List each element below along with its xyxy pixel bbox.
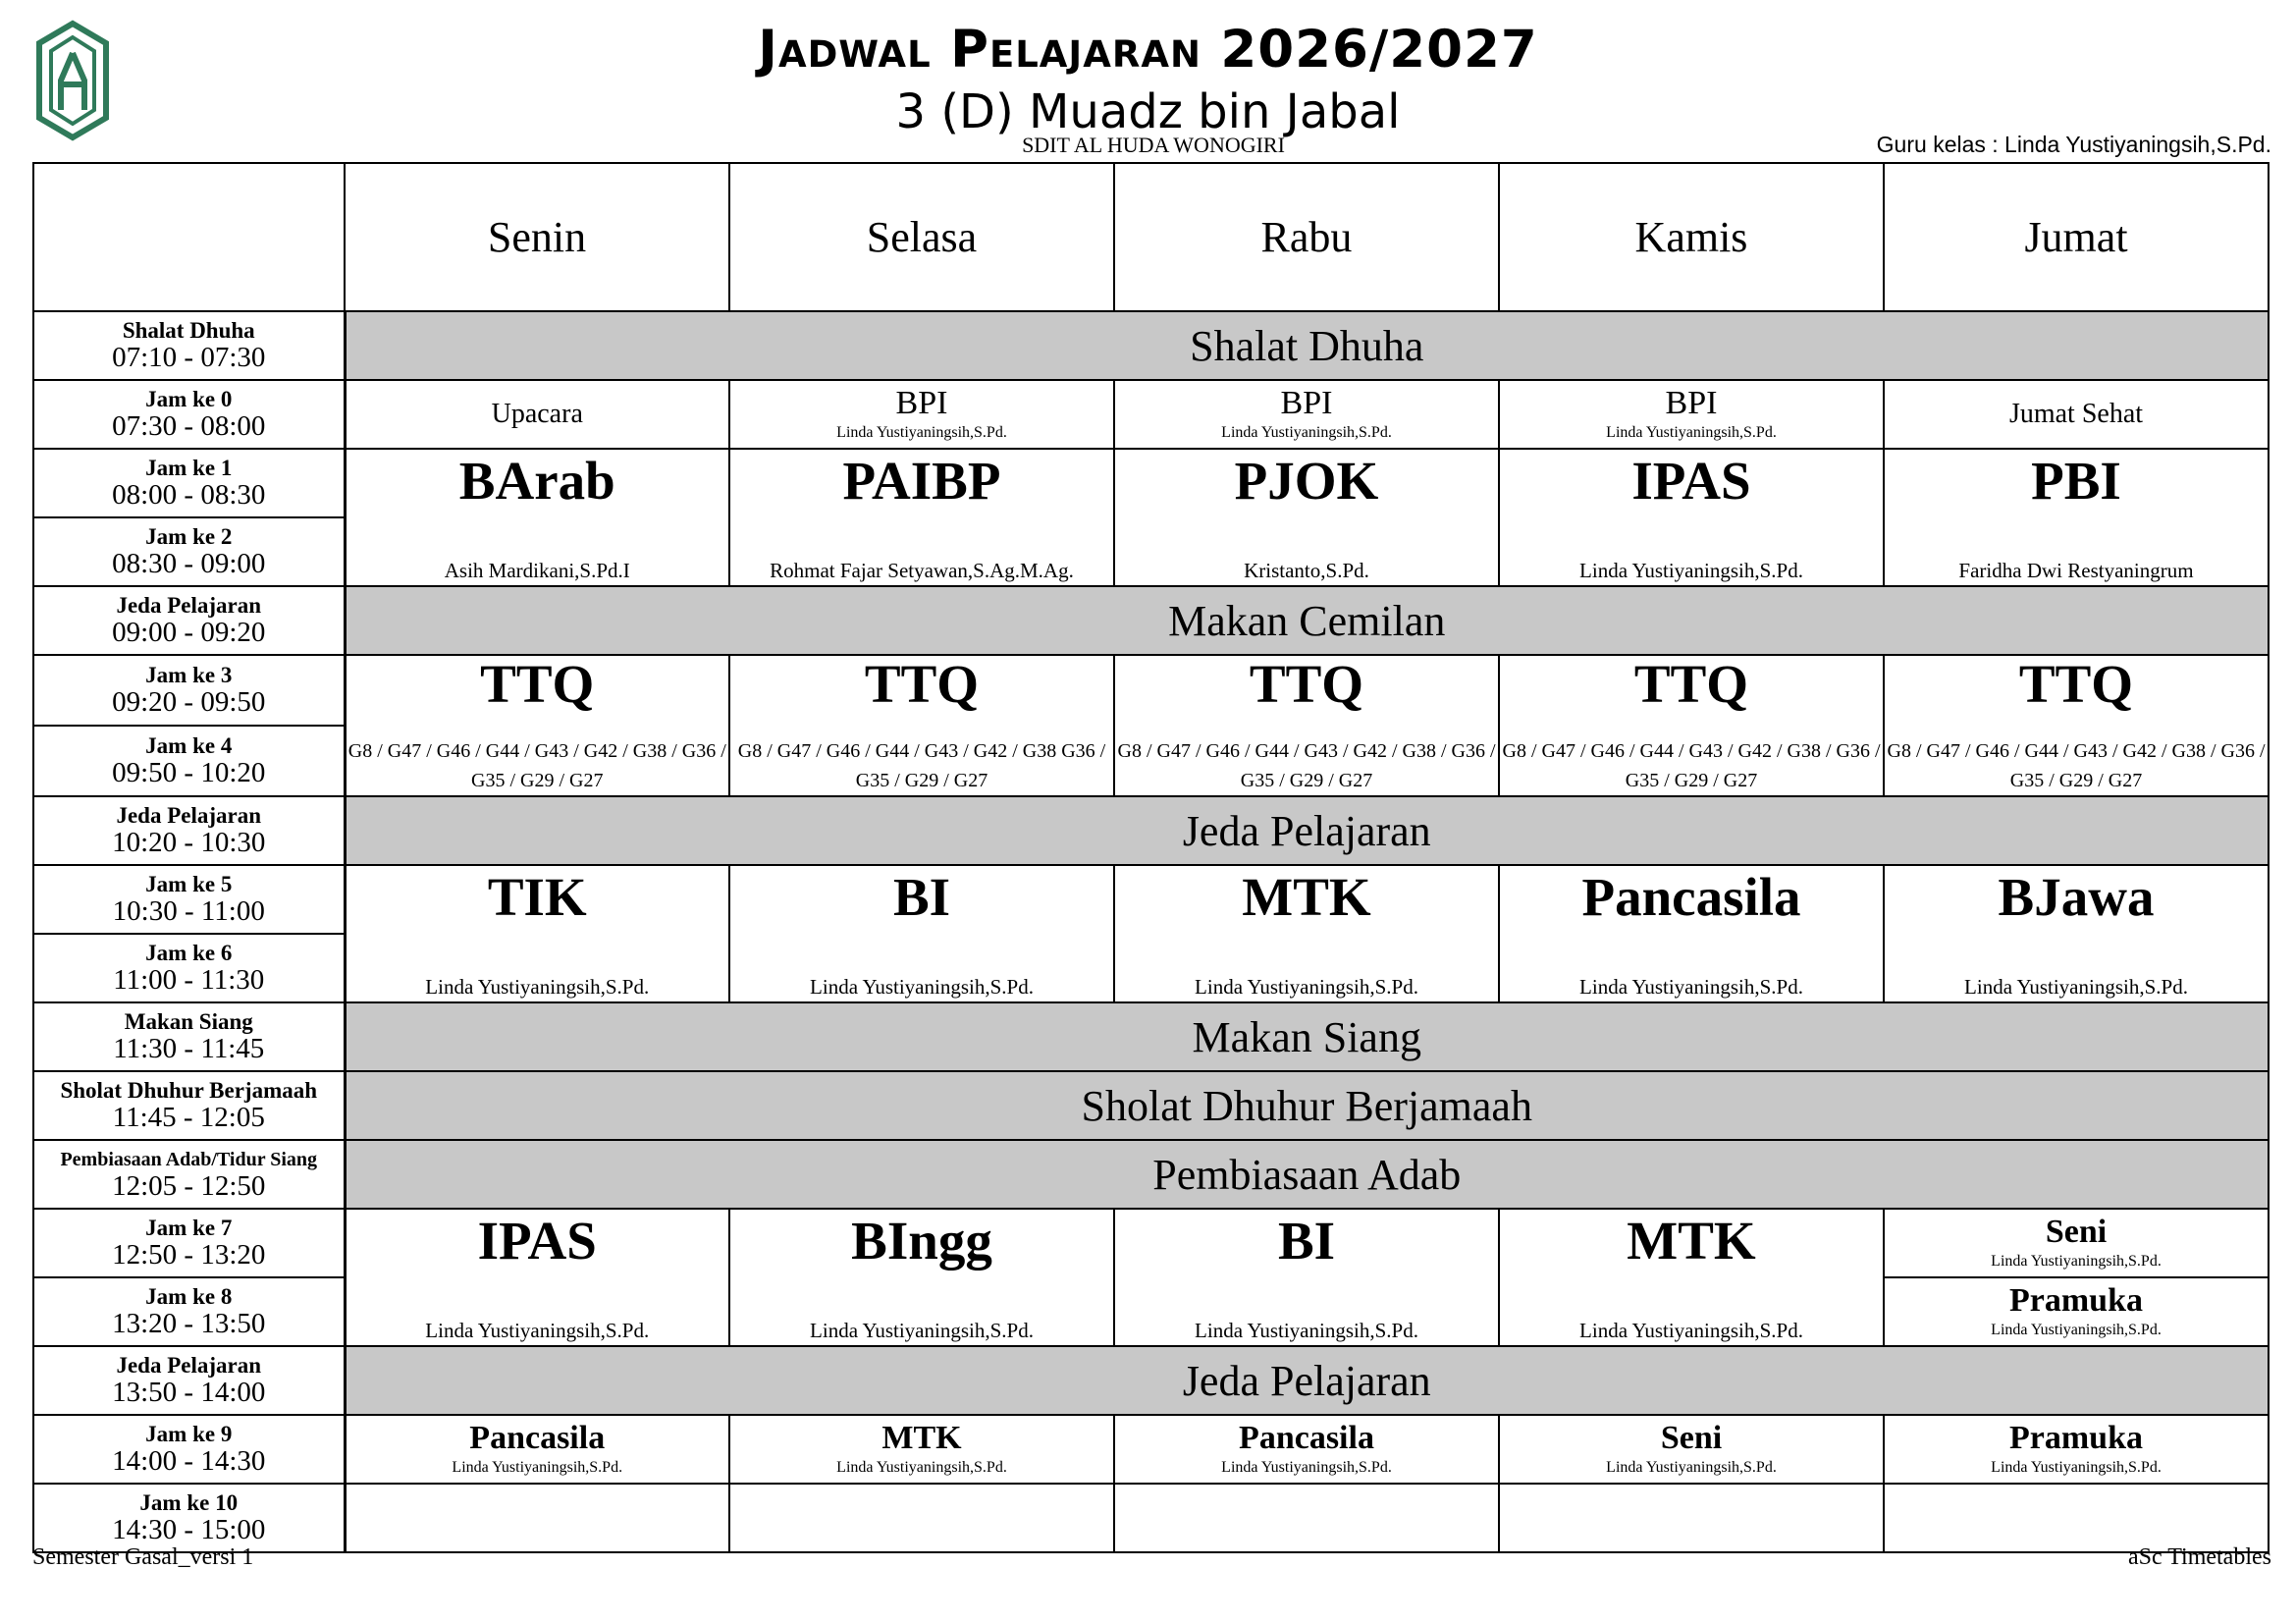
- table-row: [33, 655, 2269, 726]
- page-title: Jadwal Pelajaran 2026/2027: [758, 20, 1538, 80]
- period-label: Makan Siang 11:30 - 11:45: [33, 1002, 345, 1071]
- period-label: Pembiasaan Adab/Tidur Siang 12:05 - 12:50: [33, 1140, 345, 1209]
- lesson-cell-empty: [1499, 1484, 1884, 1552]
- break-dhuhur: Sholat Dhuhur Berjamaah: [345, 1071, 2269, 1140]
- lesson-cell: IPAS Linda Yustiyaningsih,S.Pd.: [345, 1209, 729, 1346]
- lesson-cell-empty: [345, 1484, 729, 1552]
- lesson-cell: Jumat Sehat: [1884, 380, 2269, 449]
- day-header-senin: Senin: [345, 163, 729, 311]
- period-label: Jam ke 1 08:00 - 08:30: [33, 449, 345, 517]
- lesson-cell: BIngg Linda Yustiyaningsih,S.Pd.: [729, 1209, 1114, 1346]
- period-label: Jeda Pelajaran 09:00 - 09:20: [33, 586, 345, 655]
- period-label: Sholat Dhuhur Berjamaah 11:45 - 12:05: [33, 1071, 345, 1140]
- table-row: [33, 1071, 2269, 1140]
- period-label: Jam ke 4 09:50 - 10:20: [33, 726, 345, 796]
- period-label: Shalat Dhuha 07:10 - 07:30: [33, 311, 345, 380]
- lesson-cell: Pramuka Linda Yustiyaningsih,S.Pd.: [1884, 1277, 2269, 1346]
- lesson-cell-empty: [729, 1484, 1114, 1552]
- lesson-cell: BJawa Linda Yustiyaningsih,S.Pd.: [1884, 865, 2269, 1002]
- class-name: 3 (D) Muadz bin Jabal: [895, 84, 1401, 139]
- break-snack: Makan Cemilan: [345, 586, 2269, 655]
- table-row: [33, 380, 2269, 449]
- table-row: [33, 449, 2269, 517]
- table-row: [33, 586, 2269, 655]
- period-label: Jam ke 8 13:20 - 13:50: [33, 1277, 345, 1346]
- period-label: Jam ke 5 10:30 - 11:00: [33, 865, 345, 934]
- lesson-cell: Pancasila Linda Yustiyaningsih,S.Pd.: [1114, 1415, 1499, 1484]
- period-label: Jam ke 3 09:20 - 09:50: [33, 655, 345, 726]
- lesson-cell: BPI Linda Yustiyaningsih,S.Pd.: [729, 380, 1114, 449]
- lesson-cell: PJOK Kristanto,S.Pd.: [1114, 449, 1499, 586]
- lesson-cell: MTK Linda Yustiyaningsih,S.Pd.: [1499, 1209, 1884, 1346]
- day-header-selasa: Selasa: [729, 163, 1114, 311]
- homeroom-teacher: Guru kelas : Linda Yustiyaningsih,S.Pd.: [1876, 132, 2271, 157]
- period-label: Jeda Pelajaran 13:50 - 14:00: [33, 1346, 345, 1415]
- lesson-cell: TIK Linda Yustiyaningsih,S.Pd.: [345, 865, 729, 1002]
- lesson-cell: BPI Linda Yustiyaningsih,S.Pd.: [1499, 380, 1884, 449]
- table-row: [33, 1415, 2269, 1484]
- period-label: Jam ke 10 14:30 - 15:00: [33, 1484, 345, 1552]
- table-row: [33, 1346, 2269, 1415]
- table-row: [33, 865, 2269, 934]
- lesson-cell: Pramuka Linda Yustiyaningsih,S.Pd.: [1884, 1415, 2269, 1484]
- table-row: [33, 1484, 2269, 1552]
- period-label: Jam ke 9 14:00 - 14:30: [33, 1415, 345, 1484]
- day-header-kamis: Kamis: [1499, 163, 1884, 311]
- day-header-row: [33, 163, 2269, 311]
- lesson-cell: MTK Linda Yustiyaningsih,S.Pd.: [1114, 865, 1499, 1002]
- lesson-cell: TTQ G8 / G47 / G46 / G44 / G43 / G42 / G38 G36 / G35 / G29 / G27: [729, 655, 1114, 796]
- footer-generator: aSc Timetables: [2127, 1544, 2271, 1570]
- lesson-cell: Pancasila Linda Yustiyaningsih,S.Pd.: [345, 1415, 729, 1484]
- table-row: [33, 1209, 2269, 1277]
- lesson-cell: Pancasila Linda Yustiyaningsih,S.Pd.: [1499, 865, 1884, 1002]
- lesson-cell: TTQ G8 / G47 / G46 / G44 / G43 / G42 / G38 / G36 / G35 / G29 / G27: [1884, 655, 2269, 796]
- lesson-cell: BArab Asih Mardikani,S.Pd.I: [345, 449, 729, 586]
- break-adab: Pembiasaan Adab: [345, 1140, 2269, 1209]
- break-jeda: Jeda Pelajaran: [345, 1346, 2269, 1415]
- school-name: SDIT AL HUDA WONOGIRI: [1022, 133, 1285, 157]
- table-row: [33, 311, 2269, 380]
- lesson-cell: BI Linda Yustiyaningsih,S.Pd.: [729, 865, 1114, 1002]
- break-dhuha: Shalat Dhuha: [345, 311, 2269, 380]
- table-row: [33, 1140, 2269, 1209]
- lesson-cell-empty: [1884, 1484, 2269, 1552]
- period-label: Jam ke 6 11:00 - 11:30: [33, 934, 345, 1002]
- period-label: Jam ke 7 12:50 - 13:20: [33, 1209, 345, 1277]
- lesson-cell: TTQ G8 / G47 / G46 / G44 / G43 / G42 / G38 / G36 / G35 / G29 / G27: [345, 655, 729, 796]
- lesson-cell: PAIBP Rohmat Fajar Setyawan,S.Ag.M.Ag.: [729, 449, 1114, 586]
- period-label: Jam ke 2 08:30 - 09:00: [33, 517, 345, 586]
- lesson-cell: Seni Linda Yustiyaningsih,S.Pd.: [1884, 1209, 2269, 1277]
- table-row: [33, 1002, 2269, 1071]
- lesson-cell: Upacara: [345, 380, 729, 449]
- lesson-cell: BI Linda Yustiyaningsih,S.Pd.: [1114, 1209, 1499, 1346]
- period-label: Jam ke 0 07:30 - 08:00: [33, 380, 345, 449]
- lesson-cell: BPI Linda Yustiyaningsih,S.Pd.: [1114, 380, 1499, 449]
- footer-version: Semester Gasal_versi 1: [32, 1544, 254, 1570]
- lesson-cell: TTQ G8 / G47 / G46 / G44 / G43 / G42 / G38 / G36 / G35 / G29 / G27: [1499, 655, 1884, 796]
- break-jeda: Jeda Pelajaran: [345, 796, 2269, 865]
- lesson-cell: Seni Linda Yustiyaningsih,S.Pd.: [1499, 1415, 1884, 1484]
- table-row: [33, 796, 2269, 865]
- lesson-cell: TTQ G8 / G47 / G46 / G44 / G43 / G42 / G38 / G36 / G35 / G29 / G27: [1114, 655, 1499, 796]
- break-lunch: Makan Siang: [345, 1002, 2269, 1071]
- day-header-jumat: Jumat: [1884, 163, 2269, 311]
- lesson-cell: IPAS Linda Yustiyaningsih,S.Pd.: [1499, 449, 1884, 586]
- day-header-rabu: Rabu: [1114, 163, 1499, 311]
- lesson-cell-empty: [1114, 1484, 1499, 1552]
- lesson-cell: PBI Faridha Dwi Restyaningrum: [1884, 449, 2269, 586]
- lesson-cell: MTK Linda Yustiyaningsih,S.Pd.: [729, 1415, 1114, 1484]
- timetable-grid: [32, 162, 2269, 1553]
- corner-cell: [33, 163, 345, 311]
- period-label: Jeda Pelajaran 10:20 - 10:30: [33, 796, 345, 865]
